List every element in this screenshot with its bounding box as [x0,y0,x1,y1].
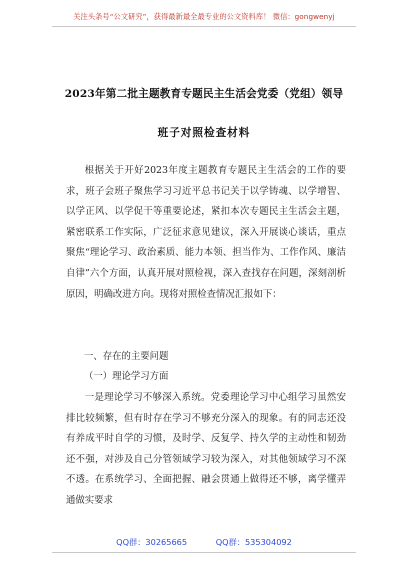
problem-paragraph: 一是理论学习不够深入系统。党委理论学习中心组学习虽然安排比较频繁，但有时存在学习不够充分深入的现象。有的同志还没有养成平时自学的习惯，及时学、反复学、持久学的主动性和韧劲还不强，对涉及自己分管领域学习较为深入，对其他领域学习不深不透。在系统学习、全面把握、融会贯通上做得还不够，离学懂弄通做实要求 [66,392,346,506]
header-divider [52,26,356,27]
document-title-line2: 班子对照检查材料 [157,127,251,139]
footer-contact [0,537,408,548]
intro-paragraph: 根据关于开好2023年度主题教育专题民主生活会的工作的要求，班子会班子聚焦学习习近平总书记关于以学铸魂、以学增智、以学正风、以学促干等重要论述，紧扣本次专题民主生活会主题，紧密联系工作实际，广泛征求意见建议，深入开展谈心谈话，重点聚焦“理论学习、政治素质、能力本领、担当作为、工作作风、廉洁自律”六个方面，认真开展对照检视，深入查找存在问题，深刻剖析原因，明确改进方向。现将对照检查情况汇报如下： [66,165,346,300]
subsection-heading: （一）理论学习方面 [84,371,169,382]
header-notice: 关注头条号“公文研究”，获得最新最全最专业的公文资料库！ 微信：gongwenyj [73,12,335,21]
document-title-line1: 2023年第二批主题教育专题民主生活会党委（党组）领导 [64,88,344,100]
section-heading: 一、存在的主要问题 [84,351,169,362]
footer-qq-left: QQ群：30265665 [116,537,188,547]
footer-qq-right: QQ群：535304092 [215,537,292,547]
footer-divider [52,552,356,553]
